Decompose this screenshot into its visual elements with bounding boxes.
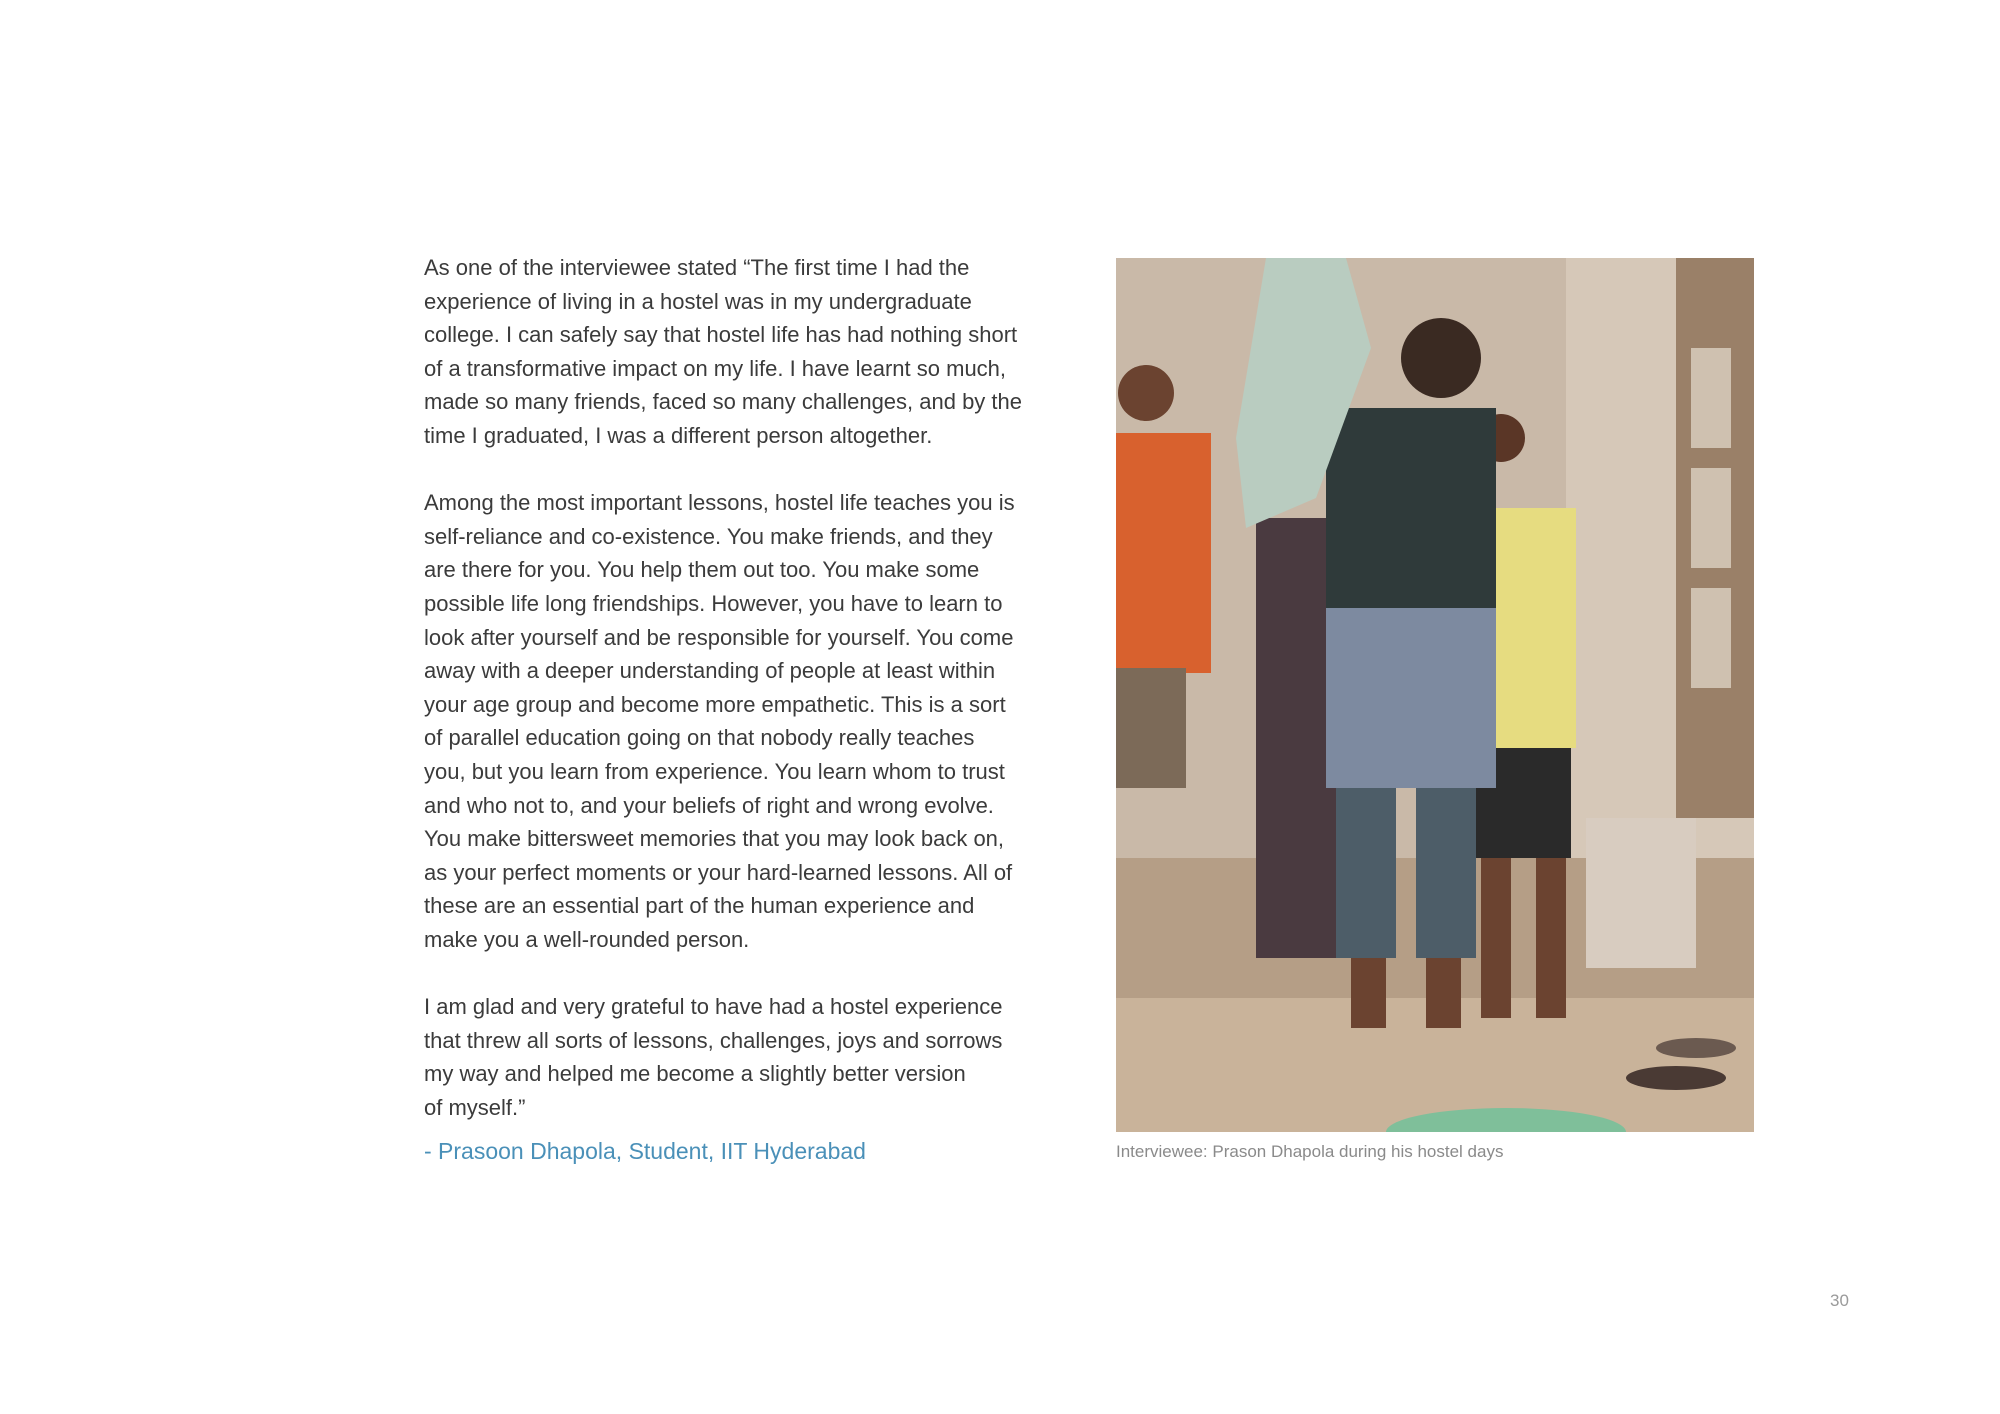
- quote-column: [424, 251, 1074, 1168]
- photo-person-left-shirt: [1116, 433, 1211, 673]
- photo-door-pane: [1691, 348, 1731, 448]
- photo-person-center-foot: [1351, 958, 1386, 1028]
- photo-door-pane: [1691, 588, 1731, 688]
- photo-slippers: [1626, 1066, 1726, 1090]
- photo-person-left-shorts: [1116, 668, 1186, 788]
- photo-person-center-shirt: [1326, 408, 1496, 608]
- quote-paragraph-1: As one of the interviewee stated “The first time I had the experience of living in a hostel was in my undergraduate college. I can safely say that hostel life has had nothing short of a transformative impact on my life. I have learnt so much, made so many friends, faced so many challenges, and by the time I graduated, I was a different person altogether.: [424, 255, 1023, 448]
- photo-door-pane: [1691, 468, 1731, 568]
- quote-attribution: - Prasoon Dhapola, Student, IIT Hyderabad: [424, 1138, 866, 1165]
- photo-person-center-shorts: [1326, 608, 1496, 788]
- quote-paragraph-3: I am glad and very grateful to have had a hostel experience that threw all sorts of lessons, challenges, joys and sorrows my way and helped me become a slightly better version of myself.”: [424, 994, 1003, 1120]
- photo-person-right-leg: [1481, 858, 1511, 1018]
- photo-slippers: [1656, 1038, 1736, 1058]
- photo-person-center-leg: [1416, 788, 1476, 958]
- page-number: 30: [1830, 1291, 1849, 1310]
- photo-person-center-leg: [1336, 788, 1396, 958]
- quote-paragraph-2: Among the most important lessons, hostel life teaches you is self-reliance and co-existence. You make friends, and they are there for you. You help them out too. You make some possible life long friendships. However, you have to learn to look after yourself and be responsible for yourself. You come away with a deeper understanding of people at least within your age group and become more empathetic. This is a sort of parallel education going on that nobody really teaches you, but you learn from experience. You learn whom to trust and who not to, and your beliefs of right and wrong evolve. You make bittersweet memories that you may look back on, as your perfect moments or your hard-learned lessons. All of these are an essential part of the human experience and make you a well-rounded person.: [424, 490, 1015, 952]
- photo-person-right-leg: [1536, 858, 1566, 1018]
- photo-ledge: [1586, 818, 1696, 968]
- hostel-photo: [1116, 258, 1754, 1132]
- photo-person-left-head: [1118, 365, 1174, 421]
- hostel-photo-illustration: [1116, 258, 1754, 1132]
- photo-caption: Interviewee: Prason Dhapola during his hostel days: [1116, 1142, 1504, 1161]
- photo-person-center-foot: [1426, 958, 1461, 1028]
- photo-person-center-head: [1401, 318, 1481, 398]
